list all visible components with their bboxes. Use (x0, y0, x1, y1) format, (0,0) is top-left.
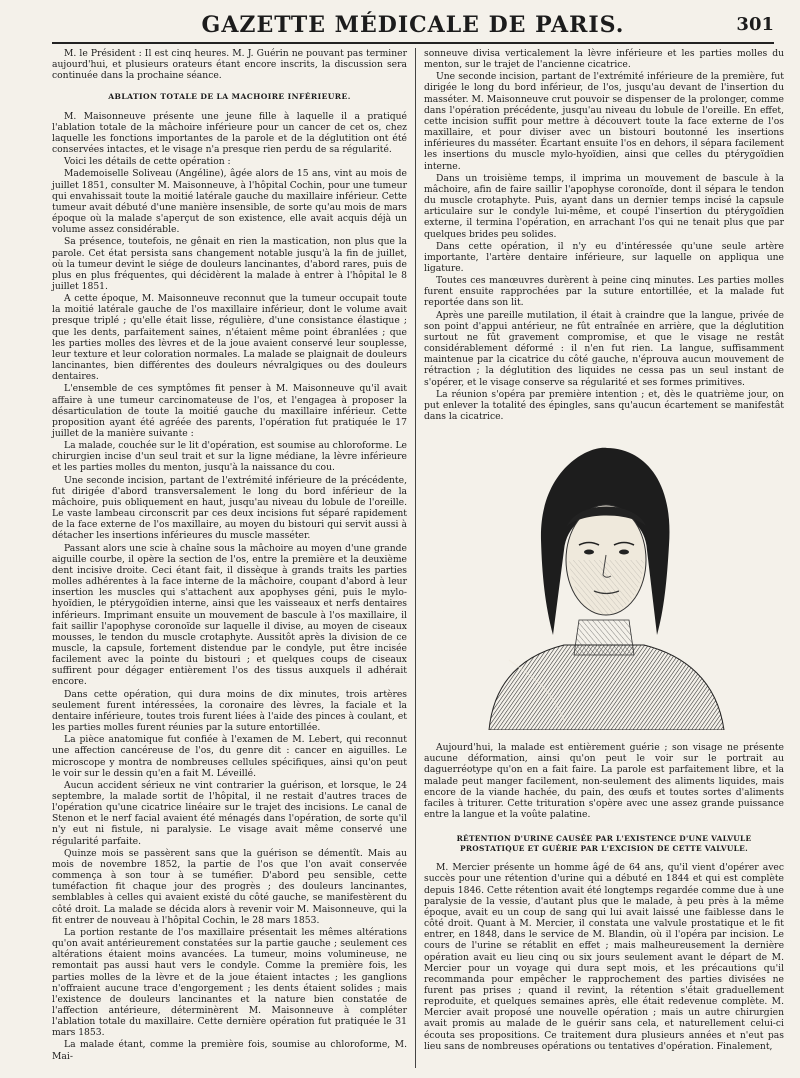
paragraph: M. Mercier présente un homme âgé de 64 ans, qu'il vient d'opérer avec succès pour une rétention d'urine qui a débuté en 1844 et qui est complète depuis 1846. Cette rétention avait été longtemps regardée comme due à une paralysie de la vessie, d'autant plus que le malade, à peu près à la même époque, avait eu un coup de sang qui lui avait laissé une faiblesse dans le côté droit. Quant à M. Mercier, il constata une valvule prostatique et le fit entrer, en 1848, dans le service de M. Blandin, où il l'opéra par incision. Le cours de l'urine se rétablit en effet ; mais malheureusement la dernière opération avait eu lieu cinq ou six jours seulement avant le départ de M. Mercier pour un voyage qui dura sept mois, et les précautions qu'il recommanda pour empêcher le rapprochement des parties divisées ne furent pas prises ; quand il revint, la rétention s'était graduellement reproduite, et quelques semaines après, elle était redevenue complète. M. Mercier avait proposé une nouvelle opération ; mais un autre chirurgien avait promis au malade de le guérir sans cela, et naturellement celui-ci écouta ses propositions. Ce traitement dura plusieurs années et n'eut pas lieu sans de nombreuses opérations ou tentatives d'opération. Finalement, (424, 862, 784, 1052)
section-title: ABLATION TOTALE DE LA MACHOIRE INFÉRIEURE. (108, 92, 351, 102)
paragraph: Une seconde incision, partant de l'extrémité inférieure de la première, fut dirigée le long du bord inférieur, de l'os, jusqu'au devant de l'insertion du masséter. M. Maisonneuve crut pouvoir se dispenser de la prolonger, comme dans l'opération précédente, jusqu'au niveau du lobule de l'oreille. En effet, cette incision suffit pour mettre à découvert toute la face externe de l'os maxillaire, et pour diviser avec un bistouri boutonné les insertions inférieures du masséter. Écartant ensuite l'os en dehors, il sépara facilement les insertions du muscle mylo-hyoïdien, ainsi que celles du ptérygoïdien interne. (424, 71, 784, 172)
paragraph: La malade étant, comme la première fois, soumise au chloroforme, M. Mai- (52, 1039, 407, 1062)
paragraph: M. Maisonneuve présente une jeune fille à laquelle il a pratiqué l'ablation totale de la mâchoire inférieure pour un cancer de cet os, chez laquelle les fonctions importantes de la parole et de la déglutition ont été conservées intactes, et le visage n'a presque rien perdu de sa régularité. (52, 110, 407, 156)
portrait-engraving-icon (469, 430, 739, 730)
paragraph: Voici les détails de cette opération : (64, 156, 231, 168)
masthead (52, 8, 774, 44)
paragraph: M. le Président : Il est cinq heures. M. J. Guérin ne pouvant pas terminer aujourd'hui, et plusieurs orateurs étant encore inscrits, la discussion sera continuée dans la prochaine séance. (52, 48, 407, 82)
paragraph: Dans cette opération, il n'y eu d'intéressée qu'une seule artère importante, l'artère dentaire inférieure, sur laquelle on appliqua une ligature. (424, 240, 784, 274)
page-number: 301 (736, 14, 774, 35)
paragraph: Une seconde incision, partant de l'extrémité inférieure de la précédente, fut dirigée d'abord transversalement le long du bord inférieur de la mâchoire, puis obliquement en haut, jusqu'au niveau du lobule de l'oreille. Le vaste lambeau circonscrit par ces deux incisions fut séparé rapidement de la face externe de l'os maxillaire, au moyen du bistouri qui servit aussi à détacher les insertions inférieures du muscle masséter. (52, 474, 407, 542)
paragraph: L'ensemble de ces symptômes fit penser à M. Maisonneuve qu'il avait affaire à une tumeur carcinomateuse de l'os, et l'engagea à proposer la désarticulation de toute la moitié gauche du maxillaire inférieur. Cette proposition ayant été agréée des parents, l'opération fut pratiquée le 17 juillet de la manière suivante : (52, 383, 407, 439)
paragraph: Dans un troisième temps, il imprima un mouvement de bascule à la mâchoire, afin de faire saillir l'apophyse coronoïde, dont il sépara le tendon du muscle crotaphyte. Puis, ayant dans un dernier temps incisé la capsule articulaire sur le condyle lui-même, et coupé l'insertion du ptérygoïdien externe, il termina l'opération, en arrachant l'os qui ne tenait plus que par quelques brides peu solides. (424, 172, 784, 240)
paragraph: Dans cette opération, qui dura moins de dix minutes, trois artères seulement furent intéressées, la coronaire des lèvres, la faciale et la dentaire inférieure, toutes trois furent liées à l'aide des pinces à coulant, et les parties molles furent réunies par la suture entortillée. (52, 688, 407, 734)
paragraph: La malade, couchée sur le lit d'opération, est soumise au chloroforme. Le chirurgien incise d'un seul trait et sur la ligne médiane, la lèvre inférieure et les parties molles du menton, jusqu'à la naissance du cou. (52, 440, 407, 474)
paragraph: La portion restante de l'os maxillaire présentait les mêmes altérations qu'on avait antérieurement constatées sur la partie gauche ; seulement ces altérations étaient moins avancées. La tumeur, moins volumineuse, ne remontait pas aussi haut vers le condyle. Comme la première fois, les parties molles de la lèvre et de la joue étaient intactes ; les ganglions n'offraient aucune trace d'engorgement ; les dents étaient solides ; mais l'existence de douleurs lancinantes et la nature bien constatée de l'affection antérieure, déterminèrent M. Maisonneuve à compléter l'ablation totale du maxillaire. Cette dernière opération fut pratiquée le 31 mars 1853. (52, 926, 407, 1039)
column-divider (415, 48, 416, 1068)
paragraph: Passant alors une scie à chaîne sous la mâchoire au moyen d'une grande aiguille courbe, il opère la section de l'os, entre la première et la deuxième dent incisive droite. Ceci étant fait, il dissèque à grands traits les parties molles adhérentes à la face interne de la mâchoire, coupant d'abord à leur insertion les muscles qui s'attachent aux apophyses géni, puis le mylo-hyoïdien, le ptérygoïdien interne, ainsi que les vaisseaux et nerfs dentaires inférieurs. Imprimant ensuite un mouvement de bascule à l'os maxillaire, il fait saillir l'apophyse coronoïde sur laquelle il divise, au moyen de ciseaux mousses, le tendon du muscle crotaphyte. Aussitôt après la division de ce muscle, la capsule, fortement distendue par le condyle, put être incisée facilement avec la pointe du bistouri ; et quelques coups de ciseaux suffirent pour dégager entièrement l'os des tissus auxquels il adhérait encore. (52, 542, 407, 688)
paragraph: A cette époque, M. Maisonneuve reconnut que la tumeur occupait toute la moitié latérale gauche de l'os maxillaire inférieur, dont le volume avait presque triplé ; qu'elle était lisse, régulière, d'une consistance élastique ; que les dents, parfaitement saines, n'étaient même point ébranlées ; que les parties molles des lèvres et de la joue avaient conservé leur souplesse, leur texture et leur coloration normales. La malade se plaignait de douleurs lancinantes, bien différentes des douleurs névralgiques ou des douleurs dentaires. (52, 293, 407, 383)
paragraph: Après une pareille mutilation, il était à craindre que la langue, privée de son point d'appui antérieur, ne fût entraînée en arrière, que la déglutition surtout ne fût gravement compromise, et que le visage ne restât considérablement déformé : il n'en fut rien. La langue, suffisamment maintenue par la cicatrice du côté gauche, n'éprouva aucun mouvement de rétraction ; la déglutition des liquides ne cessa pas un seul instant de s'opérer, et le visage conserve sa régularité et ses formes primitives. (424, 309, 784, 388)
paragraph: sonneuve divisa verticalement la lèvre inférieure et les parties molles du menton, sur le trajet de l'ancienne cicatrice. (424, 48, 784, 71)
paragraph: Aucun accident sérieux ne vint contrarier la guérison, et lorsque, le 24 septembre, la malade sortit de l'hôpital, il ne restait d'autres traces de l'opération qu'une cicatrice linéaire sur le trajet des incisions. Le canal de Stenon et le nerf facial avaient été ménagés dans l'opération, de sorte qu'il n'y eut ni fistule, ni paralysie. Le visage avait même conservé une régularité parfaite. (52, 779, 407, 847)
paragraph: Toutes ces manœuvres durèrent à peine cinq minutes. Les parties molles furent ensuite rapprochées par la suture entortillée, et la malade fut reportée dans son lit. (424, 275, 784, 309)
paragraph: Sa présence, toutefois, ne gênait en rien la mastication, non plus que la parole. Cet état persista sans changement notable jusqu'à la fin de juillet, où la tumeur devint le siége de douleurs lancinantes, d'abord rares, puis de plus en plus fréquentes, qui décidèrent la malade à entrer à l'hôpital le 8 juillet 1851. (52, 236, 407, 292)
left-column (52, 48, 407, 1063)
journal-title: GAZETTE MÉDICALE DE PARIS. (201, 12, 625, 38)
paragraph: La réunion s'opéra par première intention ; et, dès le quatrième jour, on put enlever la totalité des épingles, sans qu'aucun écartement se manifestât dans la cicatrice. (424, 388, 784, 422)
right-column (424, 48, 784, 1053)
paragraph: La pièce anatomique fut confiée à l'examen de M. Lebert, qui reconnut une affection cancéreuse de l'os, du genre dit : cancer en aiguilles. Le microscope y montra de nombreuses cellules spécifiques, ainsi qu'on peut le voir sur le dessin qu'en a fait M. Léveillé. (52, 734, 407, 779)
section-title: RÉTENTION D'URINE CAUSÉE PAR L'EXISTENCE D'UNE VALVULE PROSTATIQUE ET GUÉRIE PAR L'EXCISION DE CETTE VALVULE. (456, 834, 752, 854)
paragraph: Mademoiselle Soliveau (Angéline), âgée alors de 15 ans, vint au mois de juillet 1851, consulter M. Maisonneuve, à l'hôpital Cochin, pour une tumeur qui envahissait toute la moitié latérale gauche du maxillaire inférieur. Cette tumeur avait débuté d'une manière insensible, de sorte qu'au mois de mars époque où la malade s'aperçut de son existence, elle avait acquis déjà un volume assez considérable. (52, 168, 407, 236)
paragraph: Quinze mois se passèrent sans que la guérison se démentît. Mais au mois de novembre 1852, la partie de l'os que l'on avait conservée commença à son tour à se tuméfier. D'abord peu sensible, cette tuméfaction fit chaque jour des progrès ; des douleurs lancinantes, semblables à celles qui avaient existé du côté gauche, se manifestèrent du côté droit. La malade se décida alors à revenir voir M. Maisonneuve, qui la fit entrer de nouveau à l'hôpital Cochin, le 28 mars 1853. (52, 847, 407, 926)
paragraph: Aujourd'hui, la malade est entièrement guérie ; son visage ne présente aucune déformation, ainsi qu'on peut le voir sur le portrait au daguerréotype qu'on en a fait faire. La parole est parfaitement libre, et la malade peut manger facilement, non-seulement des aliments liquides, mais encore de la viande hachée, du pain, des œufs et toutes sortes d'aliments faciles à triturer. Cette trituration s'opère avec une assez grande puissance entre la langue et la voûte palatine. (424, 742, 784, 821)
